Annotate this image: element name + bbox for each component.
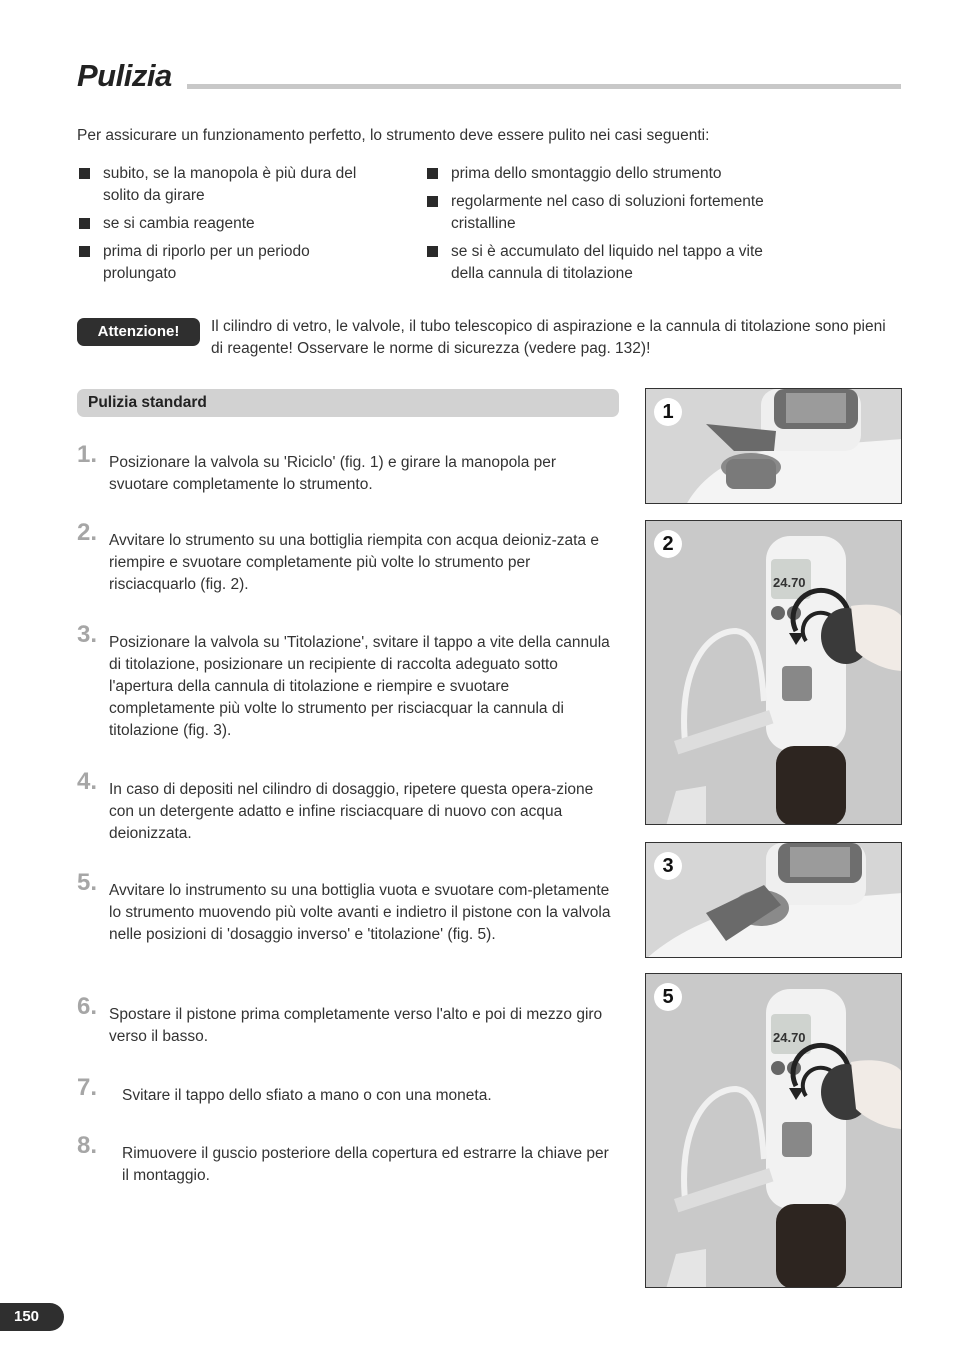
figure-1: [645, 388, 902, 504]
figure-label: 5: [654, 983, 682, 1011]
instrument-photo: [646, 974, 902, 1288]
intro-text: Per assicurare un funzionamento perfetto, lo strumento deve essere pulito nei casi seguenti:: [77, 127, 710, 144]
step-text: Avvitare lo instrumento su una bottiglia vuota e svuotare com-pletamente lo strumento muovendo più volte avanti e indietro il pistone con la valvola nelle posizioni di 'dosaggio inverso' e 'titolazione' (fig. 5).: [109, 882, 611, 943]
list-item: [77, 241, 377, 285]
bullet-square-icon: [79, 246, 90, 257]
figure-label: 2: [654, 530, 682, 558]
step-number: 1.: [77, 441, 98, 468]
step-number: 7.: [77, 1074, 98, 1101]
warning-badge: Attenzione!: [77, 318, 200, 346]
display-readout: 24.70: [773, 575, 806, 590]
step-text: Avvitare lo strumento su una bottiglia riempita con acqua deioniz-zata e riempire e svuotare completamente più volte lo strumento per risciacquarlo (fig. 2).: [109, 532, 599, 593]
bullet-text: se si è accumulato del liquido nel tappo a vite della cannula di titolazione: [451, 243, 763, 282]
figure-2: [645, 520, 902, 825]
bullet-square-icon: [427, 196, 438, 207]
step-text: Svitare il tappo dello sfiato a mano o con una moneta.: [122, 1087, 492, 1104]
list-item: [425, 191, 775, 235]
step-text: Spostare il pistone prima completamente verso l'alto e poi di mezzo giro verso il basso.: [109, 1006, 603, 1045]
valve-photo: [646, 843, 902, 958]
list-item: [425, 241, 775, 285]
step-number: 3.: [77, 621, 98, 648]
step-text: Posizionare la valvola su 'Riciclo' (fig. 1) e girare la manopola per svuotare completamente lo strumento.: [109, 454, 557, 493]
bullet-list-left: [77, 163, 377, 291]
step-number: 5.: [77, 869, 98, 896]
section-header: [77, 389, 619, 417]
bullet-text: prima di riporlo per un periodo prolungato: [103, 243, 310, 282]
step-text: Posizionare la valvola su 'Titolazione', svitare il tappo a vite della cannula di titolazione, posizionare un recipiente di raccolta adeguato sotto l'apertura della cannula di titolazione e riempire e svuotare completamente più volte lo strumento per risciacquar la cannula di titolazione (fig. 3).: [109, 634, 610, 739]
bullet-square-icon: [79, 218, 90, 229]
bullet-square-icon: [427, 168, 438, 179]
step-number: 2.: [77, 519, 98, 546]
step-number: 6.: [77, 993, 98, 1020]
list-item: [425, 163, 775, 185]
title-rule: [187, 84, 901, 89]
figure-label: 3: [654, 852, 682, 880]
list-item: [77, 163, 377, 207]
step-text: In caso di depositi nel cilindro di dosaggio, ripetere questa opera-zione con un detergente adatto e infine risciacquare di nuovo con acqua deionizzata.: [109, 781, 594, 842]
bullet-square-icon: [79, 168, 90, 179]
section-title: Pulizia standard: [88, 394, 207, 411]
page-title: Pulizia: [77, 58, 172, 93]
bullet-list-right: [425, 163, 775, 291]
bullet-text: subito, se la manopola è più dura del solito da girare: [103, 165, 357, 204]
step-text: Rimuovere il guscio posteriore della copertura ed estrarre la chiave per il montaggio.: [122, 1145, 609, 1184]
valve-photo: [646, 389, 902, 504]
bullet-square-icon: [427, 246, 438, 257]
figure-3: [645, 842, 902, 958]
instrument-photo: [646, 521, 902, 825]
display-readout: 24.70: [773, 1030, 806, 1045]
bullet-text: regolarmente nel caso di soluzioni fortemente cristalline: [451, 193, 764, 232]
bullet-text: se si cambia reagente: [103, 215, 255, 232]
step-number: 8.: [77, 1132, 98, 1159]
page-number: 150: [0, 1303, 64, 1331]
list-item: [77, 213, 377, 235]
bullet-text: prima dello smontaggio dello strumento: [451, 165, 722, 182]
figure-label: 1: [654, 398, 682, 426]
step-number: 4.: [77, 768, 98, 795]
warning-text: Il cilindro di vetro, le valvole, il tubo telescopico di aspirazione e la cannula di titolazione sono pieni di reagente! Osservare le norme di sicurezza (vedere pag. 132)!: [211, 318, 886, 357]
figure-5: [645, 973, 902, 1288]
